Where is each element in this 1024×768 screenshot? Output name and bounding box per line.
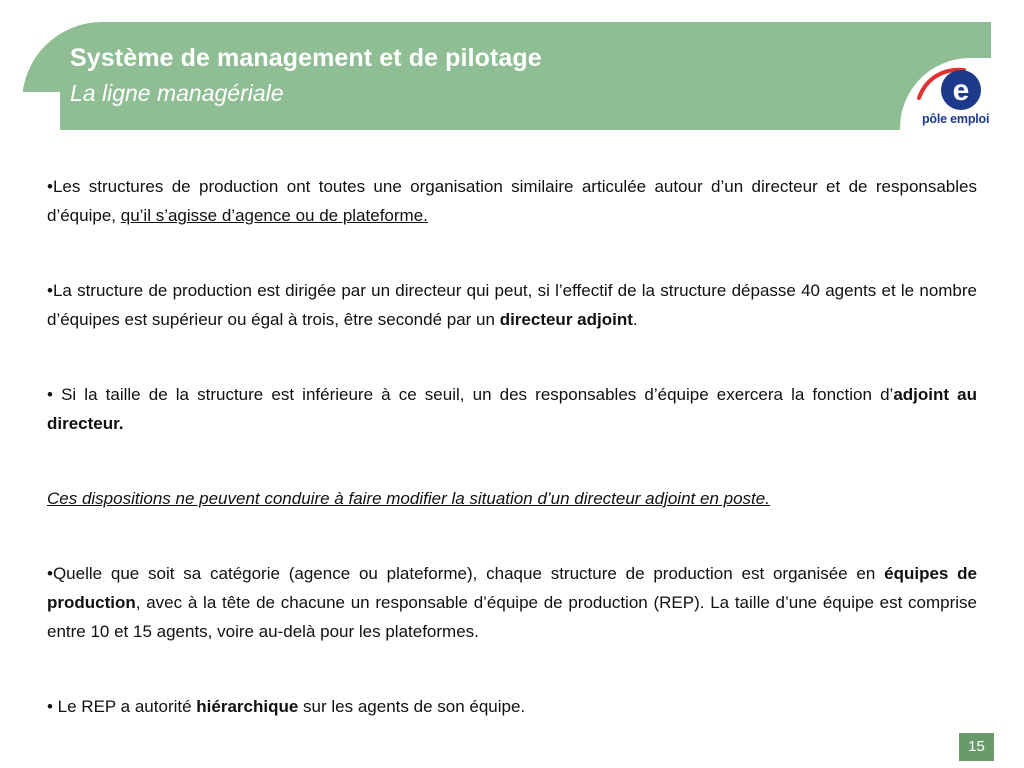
slide-body (47, 172, 977, 767)
paragraph-text: • Le REP a autorité (47, 697, 197, 716)
paragraph-end: . (632, 310, 638, 329)
paragraph-text: • Si la taille de la structure est inférieure à ce seuil, un des responsables d’équipe exercera la fonction d’ (47, 385, 894, 404)
pole-emploi-logo-icon (914, 60, 994, 116)
paragraph-structures (47, 172, 977, 230)
paragraph-rest: sur les agents de son équipe. (298, 697, 526, 716)
paragraph-equipes (47, 559, 977, 646)
logo-text: pôle emploi (922, 112, 990, 126)
logo-container (900, 58, 1016, 148)
page-number: 15 (959, 733, 994, 761)
header-band (22, 22, 991, 130)
paragraph-text: •La structure de production est dirigée par un directeur qui peut, si l’effectif de la structure dépasse 40 agents et le nombre d’équipes est supérieur ou égal à trois, être secondé par un (47, 281, 977, 329)
paragraph-rep (47, 692, 977, 721)
bold-text: adjoint au directeur. (47, 385, 977, 433)
bold-text: directeur adjoint (499, 310, 633, 329)
underlined-text: qu’il s’agisse d’agence ou de plateforme. (120, 206, 428, 225)
slide-subtitle: La ligne managériale (70, 80, 284, 106)
paragraph-text: •Quelle que soit sa catégorie (agence ou plateforme), chaque structure de production est organisée en (47, 564, 885, 583)
paragraph-text: •Les structures de production ont toutes une organisation similaire articulée autour d’un directeur et de responsables d’équipe, (47, 177, 977, 225)
slide-title: Système de management et de pilotage (70, 44, 542, 72)
paragraph-direction (47, 276, 977, 334)
bold-text: équipes de production (47, 564, 977, 612)
paragraph-seuil (47, 380, 977, 438)
paragraph-note: Ces dispositions ne peuvent conduire à faire modifier la situation d’un directeur adjoint en poste. (47, 489, 770, 508)
bold-text: hiérarchique (196, 697, 299, 716)
paragraph-rest: , avec à la tête de chacune un responsable d’équipe de production (REP). La taille d’une équipe est comprise entre 10 et 15 agents, voire au-delà pour les plateformes. (47, 593, 977, 641)
svg-text:e: e (952, 74, 970, 107)
